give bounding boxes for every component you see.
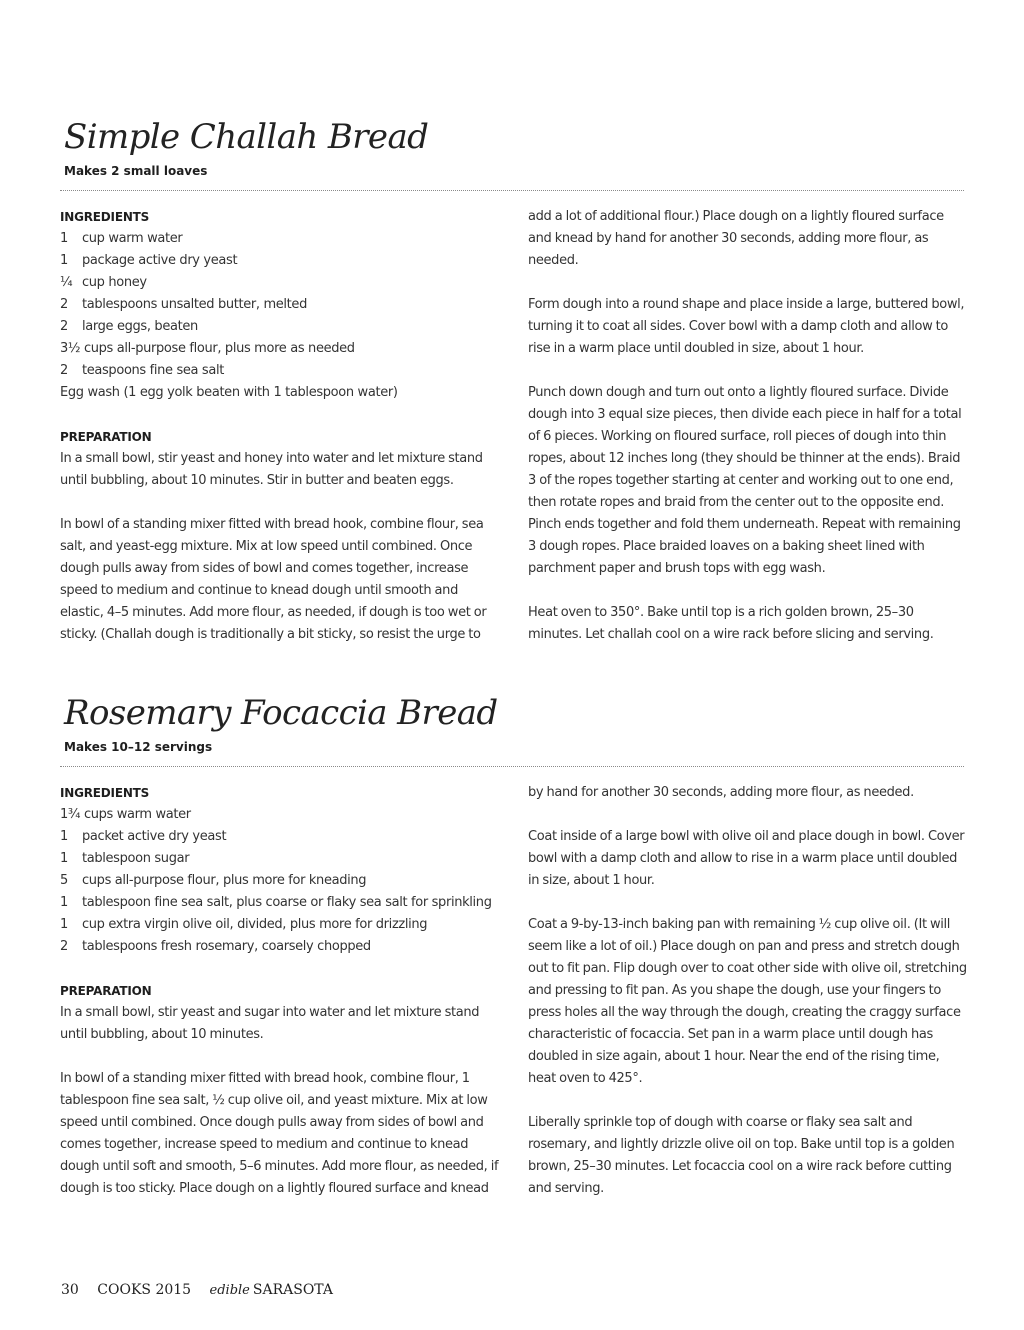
ingredient-text: cup warm water [82,231,183,246]
ingredient-text: cup extra virgin olive oil, divided, plus more for drizzling [82,917,428,932]
ingredient-quantity: 2 [60,363,68,378]
ingredient-item [60,804,500,826]
ingredient-text: tablespoons unsalted butter, melted [82,297,307,312]
dotted-divider [60,766,964,767]
preparation-heading: PREPARATION [60,430,152,444]
ingredient-item [60,228,500,250]
ingredient-text: packet active dry yeast [82,829,227,844]
ingredient-quantity: 1 [60,851,68,866]
ingredient-quantity: 1 [60,917,68,932]
dotted-divider [60,190,964,191]
ingredient-item [60,936,500,958]
ingredient-item [60,272,500,294]
left-column [60,206,500,668]
recipe-title: Simple Challah Bread [64,117,429,157]
ingredient-quantity: ¼ [60,275,73,290]
ingredient-list [60,228,500,404]
ingredient-text: tablespoon sugar [82,851,190,866]
ingredient-text: 3½ cups all-purpose flour, plus more as needed [60,341,355,356]
preparation-steps [60,1002,500,1200]
preparation-paragraph: Liberally sprinkle top of dough with coarse or flaky sea salt and rosemary, and lightly drizzle olive oil on top. Bake until top is a golden brown, 25–30 minutes. Let focaccia cool on a wire rack before cutting and serving. [528,1115,955,1196]
preparation-paragraph: In a small bowl, stir yeast and honey into water and let mixture stand until bubbling, about 10 minutes. Stir in butter and beaten eggs. [60,451,483,488]
ingredient-text: cup honey [82,275,147,290]
left-column [60,782,500,1222]
recipe-yield: Makes 10–12 servings [64,740,213,754]
brand-edible: edible [209,1283,250,1298]
brand-name: SARASOTA [252,1282,333,1298]
ingredient-text: tablespoon fine sea salt, plus coarse or flaky sea salt for sprinkling [82,895,492,910]
ingredient-item [60,360,500,382]
ingredient-item [60,914,500,936]
ingredient-text: large eggs, beaten [82,319,198,334]
right-column [528,782,968,1222]
ingredient-quantity: 1 [60,253,68,268]
page-number: 30 [61,1282,79,1298]
preparation-steps-continued [528,206,968,646]
preparation-steps [60,448,500,646]
ingredient-item [60,870,500,892]
recipe-title: Rosemary Focaccia Bread [64,693,498,733]
preparation-paragraph: In bowl of a standing mixer fitted with bread hook, combine flour, sea salt, and yeast-egg mixture. Mix at low speed until combined. Once dough pulls away from sides of bowl and comes together, increase speed to medium and continue to knead dough until smooth and elastic, 4–5 minutes. Add more flour, as needed, if dough is too wet or sticky. (Challah dough is traditionally a bit sticky, so resist the urge to [60,517,487,642]
ingredient-quantity: 1 [60,829,68,844]
preparation-paragraph: In bowl of a standing mixer fitted with bread hook, combine flour, 1 tablespoon fine sea salt, ½ cup olive oil, and yeast mixture. Mix at low speed until combined. Once dough pulls away from sides of bowl and comes together, increase speed to medium and continue to knead dough until soft and smooth, 5–6 minutes. Add more flour, as needed, if dough is too sticky. Place dough on a lightly floured surface and knead [60,1071,499,1196]
preparation-paragraph: Punch down dough and turn out onto a lightly floured surface. Divide dough into 3 equal size pieces, then divide each piece in half for a total of 6 pieces. Working on floured surface, roll pieces of dough into thin ropes, about 12 inches long (they should be thinner at the ends). Braid 3 of the ropes together starting at center and working out to one end, then rotate ropes and braid from the center out to the opposite end. Pinch ends together and fold them underneath. Repeat with remaining 3 dough ropes. Place braided loaves on a baking sheet lined with parchment paper and brush tops with egg wash. [528,385,962,576]
ingredient-item [60,294,500,316]
ingredient-list [60,804,500,958]
preparation-paragraph: Heat oven to 350°. Bake until top is a rich golden brown, 25–30 minutes. Let challah cool on a wire rack before slicing and serving. [528,605,934,642]
recipe-yield: Makes 2 small loaves [64,164,208,178]
ingredients-heading: INGREDIENTS [60,786,150,800]
preparation-steps-continued [528,782,968,1200]
ingredient-item [60,892,500,914]
preparation-heading: PREPARATION [60,984,152,998]
preparation-paragraph: add a lot of additional flour.) Place dough on a lightly floured surface and knead by hand for another 30 seconds, adding more flour, as needed. [528,209,944,268]
ingredient-item [60,382,500,404]
preparation-paragraph: In a small bowl, stir yeast and sugar into water and let mixture stand until bubbling, about 10 minutes. [60,1005,480,1042]
ingredient-text: teaspoons fine sea salt [82,363,224,378]
right-column [528,206,968,668]
page-footer [61,1282,347,1298]
ingredients-heading: INGREDIENTS [60,210,150,224]
ingredient-quantity: 1 [60,231,68,246]
ingredient-item [60,316,500,338]
ingredient-quantity: 2 [60,297,68,312]
ingredient-item [60,848,500,870]
preparation-paragraph: Coat a 9-by-13-inch baking pan with remaining ½ cup olive oil. (It will seem like a lot of oil.) Place dough on pan and press and stretch dough out to fit pan. Flip dough over to coat other side with olive oil, stretching and pressing to fit pan. As you shape the dough, use your fingers to press holes all the way through the dough, creating the craggy surface characteristic of focaccia. Set pan in a warm place until dough has doubled in size again, about 1 hour. Near the end of the rising time, heat oven to 425°. [528,917,967,1086]
ingredient-text: tablespoons fresh rosemary, coarsely chopped [82,939,371,954]
issue-section: COOKS 2015 [97,1282,192,1298]
ingredient-item [60,338,500,360]
ingredient-item [60,250,500,272]
recipe-challah [60,110,965,642]
preparation-paragraph: Coat inside of a large bowl with olive oil and place dough in bowl. Cover bowl with a damp cloth and allow to rise in a warm place until doubled in size, about 1 hour. [528,829,965,888]
ingredient-text: Egg wash (1 egg yolk beaten with 1 tablespoon water) [60,385,398,400]
ingredient-quantity: 2 [60,939,68,954]
ingredient-text: 1¾ cups warm water [60,807,191,822]
ingredient-text: cups all-purpose flour, plus more for kneading [82,873,367,888]
ingredient-quantity: 2 [60,319,68,334]
preparation-paragraph: Form dough into a round shape and place inside a large, buttered bowl, turning it to coat all sides. Cover bowl with a damp cloth and allow to rise in a warm place until doubled in size, about 1 hour. [528,297,965,356]
ingredient-item [60,826,500,848]
ingredient-quantity: 5 [60,873,68,888]
ingredient-quantity: 1 [60,895,68,910]
ingredient-text: package active dry yeast [82,253,238,268]
recipe-focaccia [60,686,967,1196]
preparation-paragraph: by hand for another 30 seconds, adding more flour, as needed. [528,785,914,800]
